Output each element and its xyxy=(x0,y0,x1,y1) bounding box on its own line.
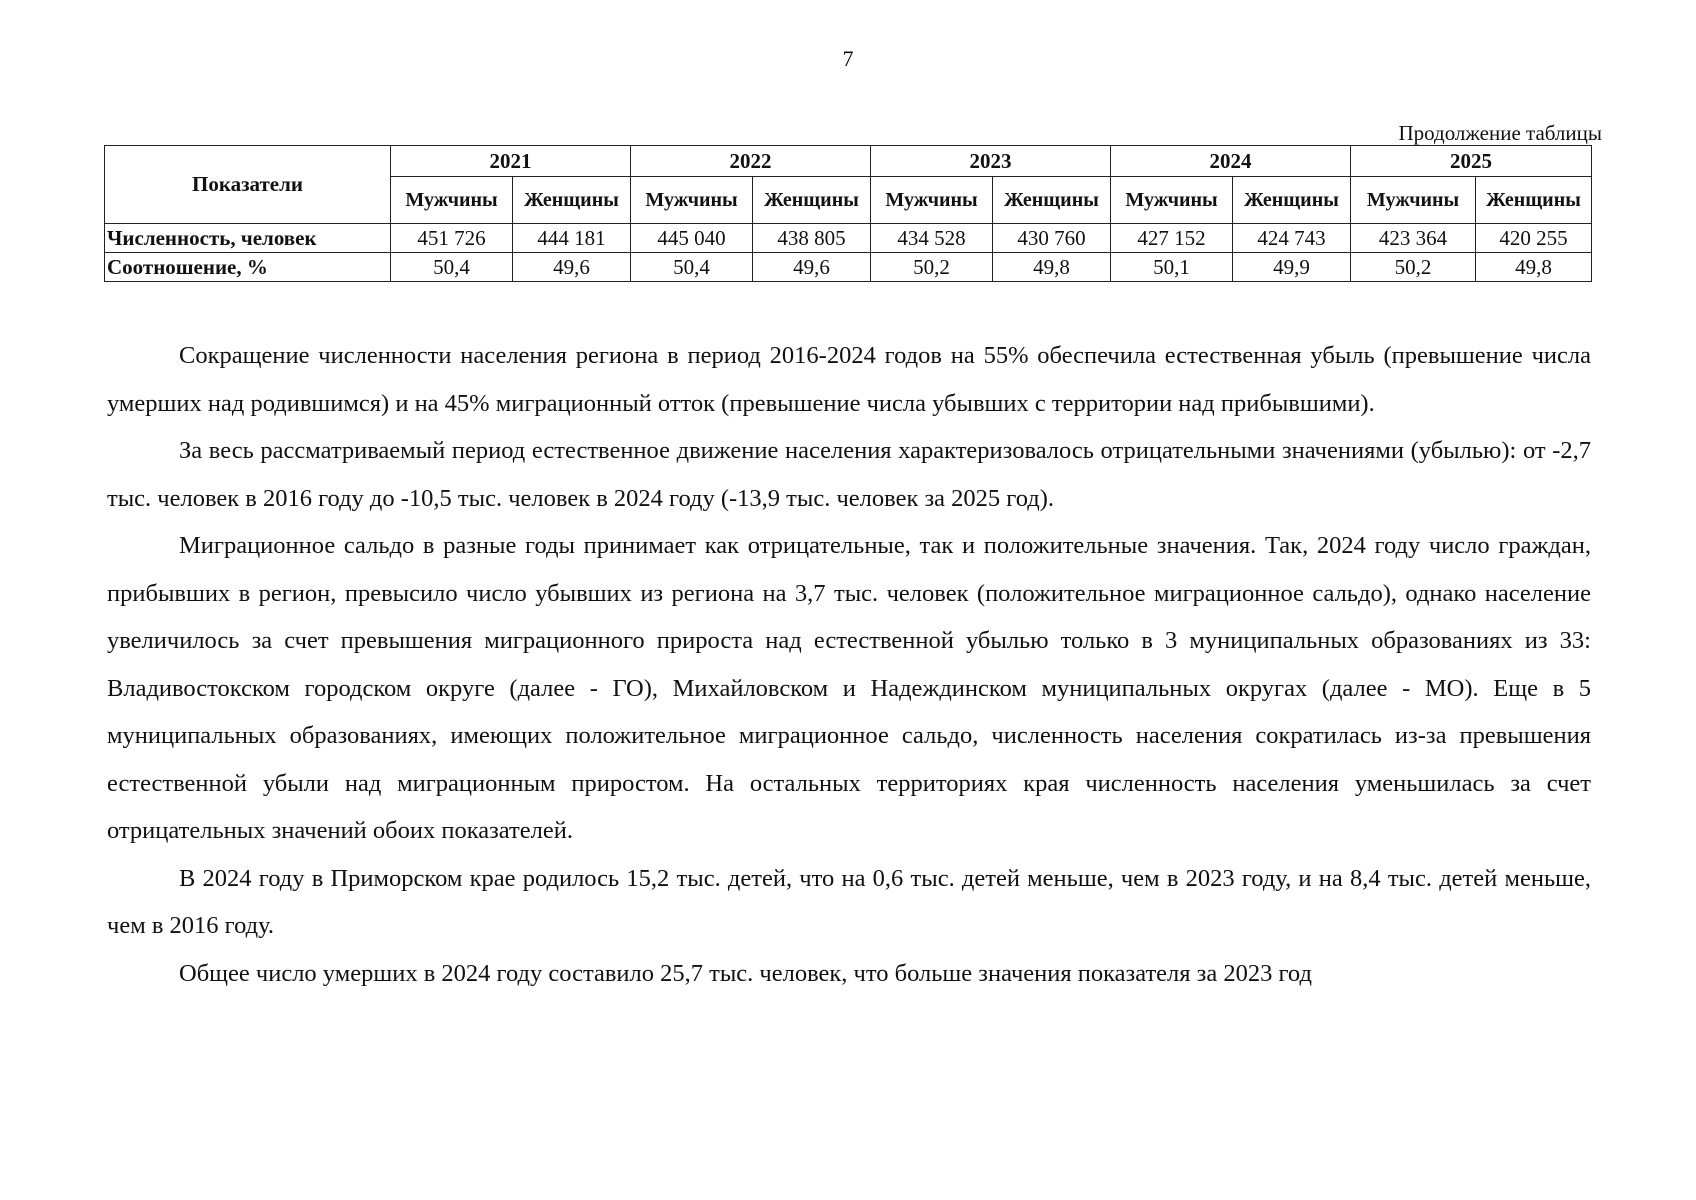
sex-header: Женщины xyxy=(1476,177,1592,224)
sex-header: Мужчины xyxy=(1351,177,1476,224)
table-cell: 50,4 xyxy=(391,253,513,282)
table-cell: 49,8 xyxy=(993,253,1111,282)
sex-header: Женщины xyxy=(513,177,631,224)
indicator-column-header: Показатели xyxy=(105,146,391,224)
year-header: 2024 xyxy=(1111,146,1351,177)
paragraph: Сокращение численности населения региона в период 2016-2024 годов на 55% обеспечила естественная убыль (превышение числа умерших над родившимся) и на 45% миграционный отток (превышение числа убывших с территории над прибывшими). xyxy=(107,342,1591,417)
table-cell: 427 152 xyxy=(1111,224,1233,253)
body-text xyxy=(107,332,1591,997)
sex-header: Женщины xyxy=(1233,177,1351,224)
table-cell: 424 743 xyxy=(1233,224,1351,253)
sex-header: Мужчины xyxy=(631,177,753,224)
sex-header: Мужчины xyxy=(871,177,993,224)
table-cell: 434 528 xyxy=(871,224,993,253)
table-cell: 50,1 xyxy=(1111,253,1233,282)
year-header: 2025 xyxy=(1351,146,1592,177)
paragraph: В 2024 году в Приморском крае родилось 15,2 тыс. детей, что на 0,6 тыс. детей меньше, чем в 2023 году, и на 8,4 тыс. детей меньше, чем в 2016 году. xyxy=(107,864,1591,939)
year-header: 2021 xyxy=(391,146,631,177)
paragraph: Общее число умерших в 2024 году составило 25,7 тыс. человек, что больше значения показателя за 2023 год xyxy=(179,959,1312,987)
table-row xyxy=(105,253,1592,282)
sex-header: Мужчины xyxy=(1111,177,1233,224)
page-number: 7 xyxy=(842,46,854,71)
table-cell: 50,2 xyxy=(871,253,993,282)
sex-header: Женщины xyxy=(753,177,871,224)
table-cell: 444 181 xyxy=(513,224,631,253)
year-header: 2023 xyxy=(871,146,1111,177)
table-cell: 49,9 xyxy=(1233,253,1351,282)
table-cell: 49,6 xyxy=(513,253,631,282)
row-label: Численность, человек xyxy=(105,224,391,253)
table-cell: 438 805 xyxy=(753,224,871,253)
table-cell: 50,2 xyxy=(1351,253,1476,282)
table-cell: 49,8 xyxy=(1476,253,1592,282)
row-label: Соотношение, % xyxy=(105,253,391,282)
table-cell: 49,6 xyxy=(753,253,871,282)
table-cell: 430 760 xyxy=(993,224,1111,253)
population-by-sex-table xyxy=(104,145,1592,282)
table-cell: 50,4 xyxy=(631,253,753,282)
year-header: 2022 xyxy=(631,146,871,177)
table-cell: 451 726 xyxy=(391,224,513,253)
table-row xyxy=(105,224,1592,253)
table-cell: 445 040 xyxy=(631,224,753,253)
sex-header: Женщины xyxy=(993,177,1111,224)
table-cell: 420 255 xyxy=(1476,224,1592,253)
paragraph: За весь рассматриваемый период естественное движение населения характеризовалось отрицательными значениями (убылью): от -2,7 тыс. человек в 2016 году до -10,5 тыс. человек в 2024 году (-13,9 тыс. человек за 2025 год). xyxy=(107,437,1591,512)
table-continuation-label: Продолжение таблицы xyxy=(1398,121,1602,145)
table-year-header-row xyxy=(105,146,1592,177)
paragraph: Миграционное сальдо в разные годы принимает как отрицательные, так и положительные значения. Так, 2024 году число граждан, прибывших в регион, превысило число убывших из региона на 3,7 тыс. человек (положительное миграционное сальдо), однако население увеличилось за счет превышения миграционного прироста над естественной убылью только в 3 муниципальных образованиях из 33: Владивостокском городском округе (далее - ГО), Михайловском и Надеждинском муниципальных округах (далее - МО). Еще в 5 муниципальных образованиях, имеющих положительное миграционное сальдо, численность населения сократилась из-за превышения естественной убыли над миграционным приростом. На остальных территориях края численность населения уменьшилась за счет отрицательных значений обоих показателей. xyxy=(107,532,1591,844)
sex-header: Мужчины xyxy=(391,177,513,224)
table-cell: 423 364 xyxy=(1351,224,1476,253)
